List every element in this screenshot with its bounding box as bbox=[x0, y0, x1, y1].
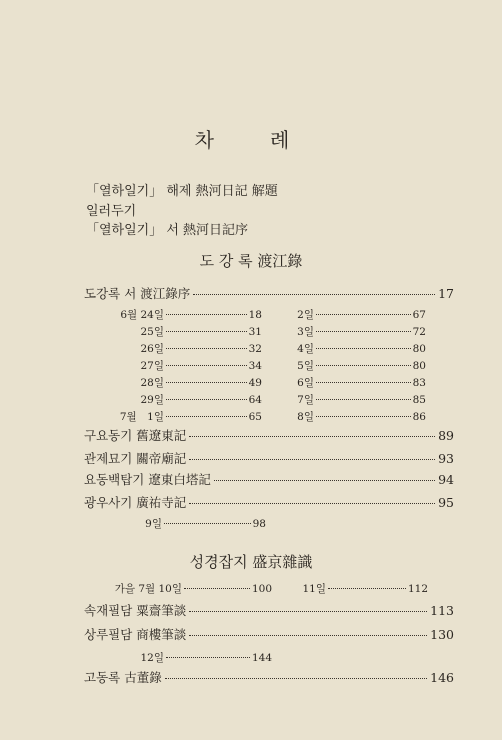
toc-subentry: 4일 80 bbox=[297, 343, 426, 355]
toc-entry-page: 17 bbox=[438, 286, 454, 301]
toc-subentry: 26일 32 bbox=[140, 343, 262, 355]
preface-item: 「열하일기」 해제 熱河日記 解題 bbox=[86, 184, 278, 199]
toc-subentry: 2일 67 bbox=[297, 309, 426, 321]
dot-leader bbox=[166, 348, 247, 349]
toc-entry: 상루필담 商樓筆談 130 bbox=[84, 627, 454, 642]
toc-subentry: 25일 31 bbox=[140, 326, 262, 338]
dot-leader bbox=[189, 436, 435, 437]
dot-leader bbox=[214, 480, 435, 481]
toc-subentry: 3일 72 bbox=[297, 326, 426, 338]
dot-leader bbox=[189, 503, 435, 504]
dot-leader bbox=[164, 523, 251, 524]
dot-leader bbox=[166, 657, 250, 658]
toc-subentry: 27일 34 bbox=[140, 360, 262, 372]
toc-subentry: 6월 24일 18 bbox=[120, 309, 262, 321]
dot-leader bbox=[316, 365, 411, 366]
toc-subentry: 28일 49 bbox=[140, 377, 262, 389]
toc-subentry: 5일 80 bbox=[297, 360, 426, 372]
toc-subentry: 12일 144 bbox=[140, 652, 272, 664]
dot-leader bbox=[189, 459, 435, 460]
toc-entry: 요동백탑기 遼東白塔記 94 bbox=[84, 472, 454, 487]
toc-subentry: 8일 86 bbox=[297, 411, 426, 423]
dot-leader bbox=[328, 588, 406, 589]
dot-leader bbox=[166, 331, 247, 332]
toc-subentry: 7월 1일 65 bbox=[119, 411, 262, 423]
toc-subentry: 7일 85 bbox=[297, 394, 426, 406]
toc-subentry: 6일 83 bbox=[297, 377, 426, 389]
toc-entry: 광우사기 廣祐寺記 95 bbox=[84, 495, 454, 510]
dot-leader bbox=[316, 416, 411, 417]
toc-entry bbox=[84, 284, 454, 300]
dot-leader bbox=[165, 678, 427, 679]
section-heading: 성경잡지 盛京雜識 bbox=[189, 553, 313, 571]
toc-entry: 관제묘기 關帝廟記 93 bbox=[84, 451, 454, 466]
page-title: 차 례 bbox=[194, 128, 308, 152]
dot-leader bbox=[184, 588, 250, 589]
dot-leader bbox=[166, 399, 247, 400]
toc-entry: 속재필담 粟齋筆談 113 bbox=[84, 603, 454, 618]
dot-leader bbox=[193, 294, 435, 295]
toc-entry: 고동록 古董錄 146 bbox=[84, 670, 454, 685]
dot-leader bbox=[316, 399, 411, 400]
section-heading: 도 강 록 渡江錄 bbox=[199, 252, 303, 270]
dot-leader bbox=[166, 314, 247, 315]
dot-leader bbox=[316, 348, 411, 349]
dot-leader bbox=[166, 382, 247, 383]
toc-entry-label: 도강록 서 渡江錄序 bbox=[84, 286, 191, 301]
dot-leader bbox=[316, 331, 411, 332]
toc-subentry: 11일 112 bbox=[302, 583, 428, 595]
dot-leader bbox=[189, 635, 427, 636]
toc-entry: 구요동기 舊遼東記 89 bbox=[84, 428, 454, 443]
preface-item: 일러두기 bbox=[86, 204, 137, 219]
toc-subentry: 29일 64 bbox=[140, 394, 262, 406]
dot-leader bbox=[316, 314, 411, 315]
dot-leader bbox=[189, 611, 427, 612]
toc-subentry: 가을 7월 10일 100 bbox=[114, 583, 272, 595]
dot-leader bbox=[166, 416, 247, 417]
preface-item: 「열하일기」 서 熱河日記序 bbox=[86, 223, 249, 238]
dot-leader bbox=[166, 365, 247, 366]
toc-subentry: 9일 98 bbox=[145, 518, 266, 530]
dot-leader bbox=[316, 382, 411, 383]
